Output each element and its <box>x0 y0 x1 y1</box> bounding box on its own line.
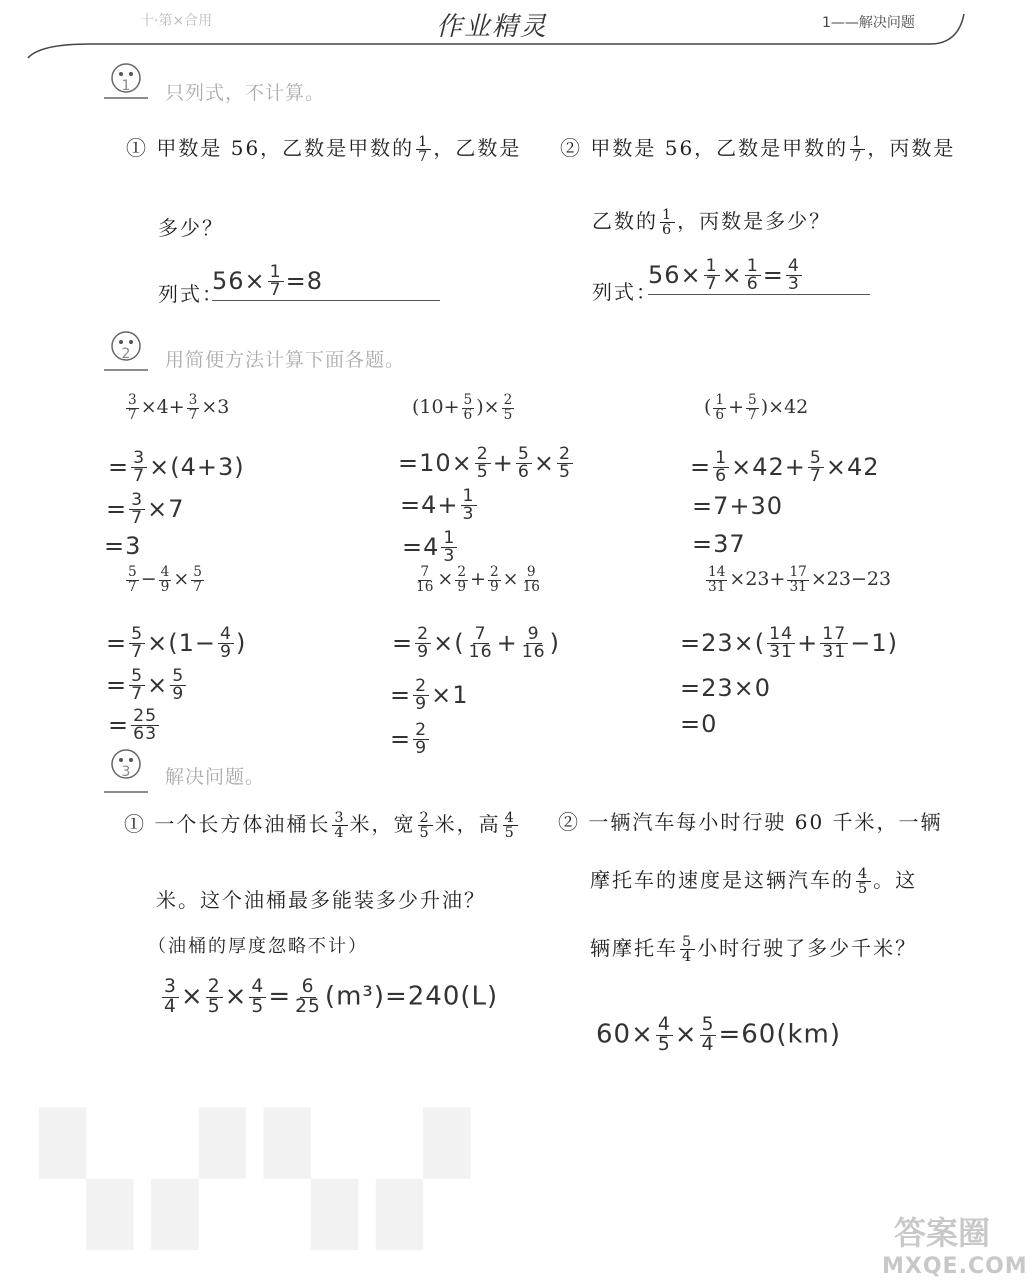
s2-p5-step2: = $\frac{2}{9}$ ×1 <box>390 676 469 715</box>
s2-p6-expression: $\frac{14}{31}$ ×23+ $\frac{17}{31}$ ×23−23 <box>708 564 892 595</box>
svg-text:2: 2 <box>121 346 131 362</box>
watermark-logo-text: 答案圈 <box>893 1214 990 1252</box>
s2-p2-expression: (10+ $\frac{5}{6}$ )× $\frac{2}{5}$ <box>412 392 513 423</box>
s2-p2-step2: =4+ $\frac{1}{3}$ <box>400 486 475 525</box>
s1-q2-label: 列式： <box>592 280 658 304</box>
s3-q2-answer: 60× $\frac{4}{5}$ × $\frac{5}{4}$ =60(km) <box>596 1014 842 1055</box>
s2-p1-expression: $\frac{3}{7}$ ×4+ $\frac{3}{7}$ ×3 <box>128 392 230 423</box>
svg-text:3: 3 <box>121 764 131 780</box>
s2-p4-expression: $\frac{5}{7}$ − $\frac{4}{9}$ × $\frac{5}{7}$ <box>128 564 202 595</box>
background-watermark: ▚▞▚▞ <box>40 1110 490 1249</box>
s3-q1-answer: $\frac{3}{4}$ × $\frac{2}{5}$ × $\frac{4}{5}$ = $\frac{6}{25}$ (m³)=240(L) <box>164 976 499 1017</box>
s1-q1-line2: 多少？ <box>158 216 224 240</box>
s2-p6-step2: =23×0 <box>680 674 772 702</box>
s2-p1-step2: = $\frac{3}{7}$ ×7 <box>106 490 185 529</box>
s2-p5-step3: = $\frac{2}{9}$ <box>390 720 428 759</box>
s2-p6-step3: =0 <box>680 710 718 738</box>
section1-title: 只列式，不计算。 <box>165 82 326 104</box>
s3-q1-line1: ① 一个长方体油桶长 $\frac{3}{4}$ 米，宽 $\frac{2}{5}$ 米，高 $\frac{4}{5}$ <box>124 809 516 841</box>
s1-q1-label: 列式： <box>158 282 224 306</box>
s2-p5-step1: = $\frac{2}{9}$ ×( $\frac{7}{16}$ + $\frac{9}{16}$ ) <box>392 624 561 663</box>
section1-bird-icon <box>100 60 154 106</box>
s1-q1-answer: 56× $\frac{1}{7}$ =8 <box>212 264 440 301</box>
section2-title: 用简便方法计算下面各题。 <box>165 349 406 371</box>
s2-p6-step1: =23×( $\frac{14}{31}$ + $\frac{17}{31}$ −1) <box>680 624 898 663</box>
s1-q1-line1: ① 甲数是 56，乙数是甲数的 $\frac{1}{7}$ ，乙数是 <box>126 133 522 165</box>
s3-q2-line2: 摩托车的速度是这辆汽车的 $\frac{4}{5}$ 。这 <box>590 865 918 897</box>
s2-p3-step1: = $\frac{1}{6}$ ×42+ $\frac{5}{7}$ ×42 <box>690 448 880 487</box>
fraction: $\frac{1}{7}$ <box>418 133 430 165</box>
watermark-logo <box>882 1208 1028 1279</box>
s1-q2-line1: ② 甲数是 56，乙数是甲数的 $\frac{1}{7}$ ，丙数是 <box>560 133 956 165</box>
s1-q2-answer: 56× $\frac{1}{7}$ × $\frac{1}{6}$ = $\frac{4}{3}$ <box>648 258 870 295</box>
header-left-label: 十·第×合用 <box>140 13 213 29</box>
s2-p2-step3: =4 $\frac{1}{3}$ <box>402 528 456 567</box>
s3-q1-line3: （油桶的厚度忽略不计） <box>148 936 368 957</box>
header-right-label: 1——解决问题 <box>822 15 915 31</box>
section2-bird-icon <box>100 326 154 380</box>
s2-p3-step3: =37 <box>692 530 746 558</box>
watermark-url: MXQE.COM <box>882 1254 1028 1279</box>
s2-p4-step1: = $\frac{5}{7}$ ×(1− $\frac{4}{9}$ ) <box>106 624 247 663</box>
s2-p3-expression: ( $\frac{1}{6}$ + $\frac{5}{7}$ )×42 <box>704 392 809 423</box>
s2-p5-expression: $\frac{7}{16}$ × $\frac{2}{9}$ + $\frac{2}{9}$ × $\frac{9}{16}$ <box>416 564 540 595</box>
s2-p1-step3: =3 <box>104 532 142 560</box>
s2-p1-step1: = $\frac{3}{7}$ ×(4+3) <box>108 448 245 487</box>
s1-q2-line2: 乙数的 $\frac{1}{6}$ ，丙数是多少？ <box>592 206 832 238</box>
s2-p2-step1: =10× $\frac{2}{5}$ + $\frac{5}{6}$ × $\frac{2}{5}$ <box>398 444 571 483</box>
s2-p4-step2: = $\frac{5}{7}$ × $\frac{5}{9}$ <box>106 666 185 705</box>
svg-text:1: 1 <box>121 78 131 94</box>
section3-bird-icon <box>100 744 154 802</box>
section3-title: 解决问题。 <box>165 766 266 788</box>
header-title: 作业精灵 <box>436 12 549 42</box>
s3-q2-line3: 辆摩托车 $\frac{5}{4}$ 小时行驶了多少千米？ <box>590 933 918 965</box>
s2-p3-step2: =7+30 <box>692 492 784 520</box>
s3-q1-line2: 米。这个油桶最多能装多少升油？ <box>156 888 486 912</box>
s2-p4-step3: = $\frac{25}{63}$ <box>108 706 158 745</box>
s3-q2-line1: ② 一辆汽车每小时行驶 60 千米，一辆 <box>558 810 943 834</box>
